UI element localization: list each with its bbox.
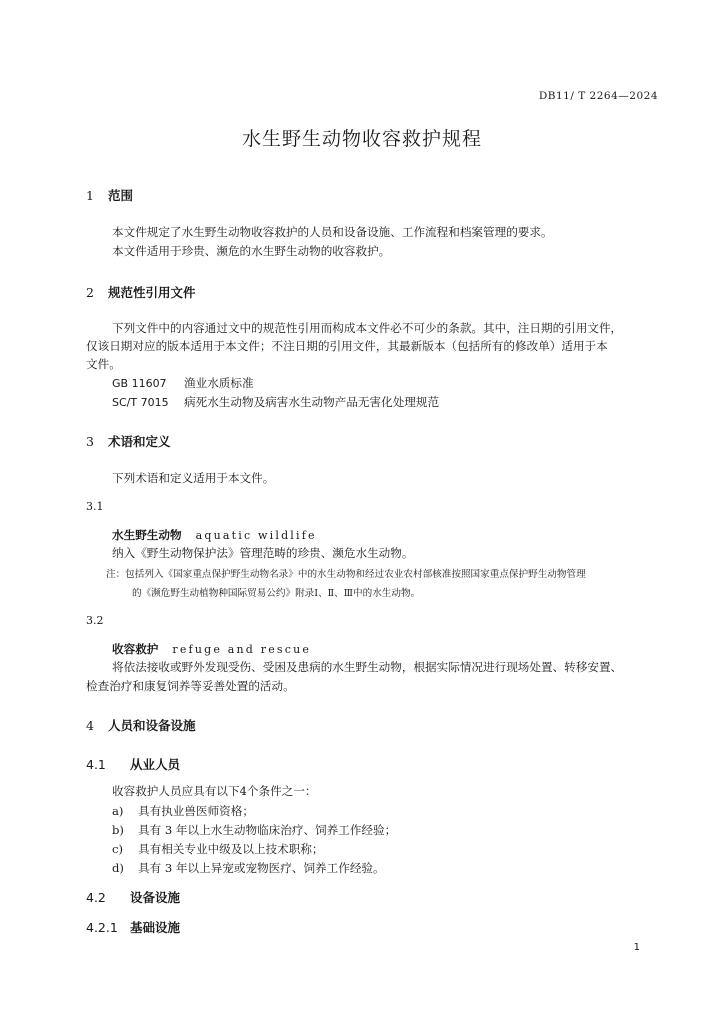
section-2-line-2: 仅该日期对应的版本适用于本文件；不注日期的引用文件，其最新版本（包括所有的修改单）适用于本 [86,339,608,353]
section-title: 术语和定义 [108,434,171,449]
section-3-paragraph: 下列术语和定义适用于本文件。 [112,471,275,485]
term-english: aquatic wildlife [195,529,317,542]
term-number: 3.1 [86,500,104,513]
section-number: 3 [86,434,94,449]
list-text: 具有执业兽医师资格； [138,804,254,818]
term-2-definition-line-1: 将依法接收或野外发现受伤、受困及患病的水生野生动物，根据实际情况进行现场处置、转移安置、 [112,660,623,674]
section-4-heading [86,716,196,734]
list-item [112,841,324,857]
subsection-title: 从业人员 [130,757,181,772]
subsection-4-2-heading [86,888,180,906]
term-chinese: 收容救护 [112,642,159,656]
list-text: 具有 3 年以上水生动物临床治疗、饲养工作经验； [138,823,397,837]
section-2-line-3: 文件。 [86,357,121,371]
section-2-heading [86,283,196,301]
document-code: DB11/ T 2264—2024 [538,90,658,102]
section-title: 范围 [108,188,134,203]
list-text: 具有相关专业中级及以上技术职称； [138,842,324,856]
page-number: 1 [633,942,640,953]
reference-item [112,375,254,391]
list-marker: b) [112,823,124,837]
section-number: 1 [86,188,94,203]
reference-item [112,394,439,410]
subsection-4-2-1-heading [86,918,180,936]
section-2-line-1: 下列文件中的内容通过文中的规范性引用而构成本文件必不可少的条款。其中，注日期的引用文件， [112,321,623,335]
section-title: 规范性引用文件 [108,285,196,300]
term-chinese: 水生野生动物 [112,528,182,542]
term-2-definition-line-2: 检查治疗和康复饲养等妥善处置的活动。 [86,679,295,693]
section-number: 4 [86,718,94,733]
reference-code: GB 11607 [112,377,167,390]
section-3-heading [86,432,171,450]
list-item [112,803,254,819]
term-1 [112,527,317,543]
reference-code: SC/T 7015 [112,396,169,409]
list-marker: c) [112,842,124,856]
section-title: 人员和设备设施 [108,718,196,733]
list-item [112,822,396,838]
term-1-note-line-1: 注：包括列入《国家重点保护野生动物名录》中的水生动物和经过农业农村部核准按照国家重点保护野生动物管理 [106,569,586,580]
reference-title: 渔业水质标准 [184,376,254,390]
term-english: refuge and rescue [172,643,312,656]
subsection-number: 4.1 [86,757,106,772]
list-marker: a) [112,804,124,818]
list-marker: d) [112,861,124,875]
document-title: 水生野生动物收容救护规程 [241,128,482,150]
reference-title: 病死水生动物及病害水生动物产品无害化处理规范 [184,395,440,409]
term-1-definition: 纳入《野生动物保护法》管理范畴的珍贵、濒危水生动物。 [112,546,414,560]
section-1-paragraph-2: 本文件适用于珍贵、濒危的水生野生动物的收容救护。 [112,244,391,258]
subsection-number: 4.2 [86,890,106,905]
term-2 [112,641,311,657]
section-1-paragraph-1: 本文件规定了水生野生动物收容救护的人员和设备设施、工作流程和档案管理的要求。 [112,225,553,239]
list-item [112,860,385,876]
subsection-title: 基础设施 [130,920,181,935]
list-text: 具有 3 年以上异宠或宠物医疗、饲养工作经验。 [138,861,385,875]
subsection-4-1-intro: 收容救护人员应具有以下4个条件之一： [112,784,317,798]
subsection-number: 4.2.1 [86,920,118,935]
subsection-title: 设备设施 [130,890,181,905]
term-number: 3.2 [86,614,104,627]
section-1-heading [86,186,133,204]
subsection-4-1-heading [86,755,180,773]
term-1-note-line-2: 的《濒危野生动植物种国际贸易公约》附录Ⅰ、Ⅱ、Ⅲ中的水生动物。 [132,588,421,599]
section-number: 2 [86,285,94,300]
